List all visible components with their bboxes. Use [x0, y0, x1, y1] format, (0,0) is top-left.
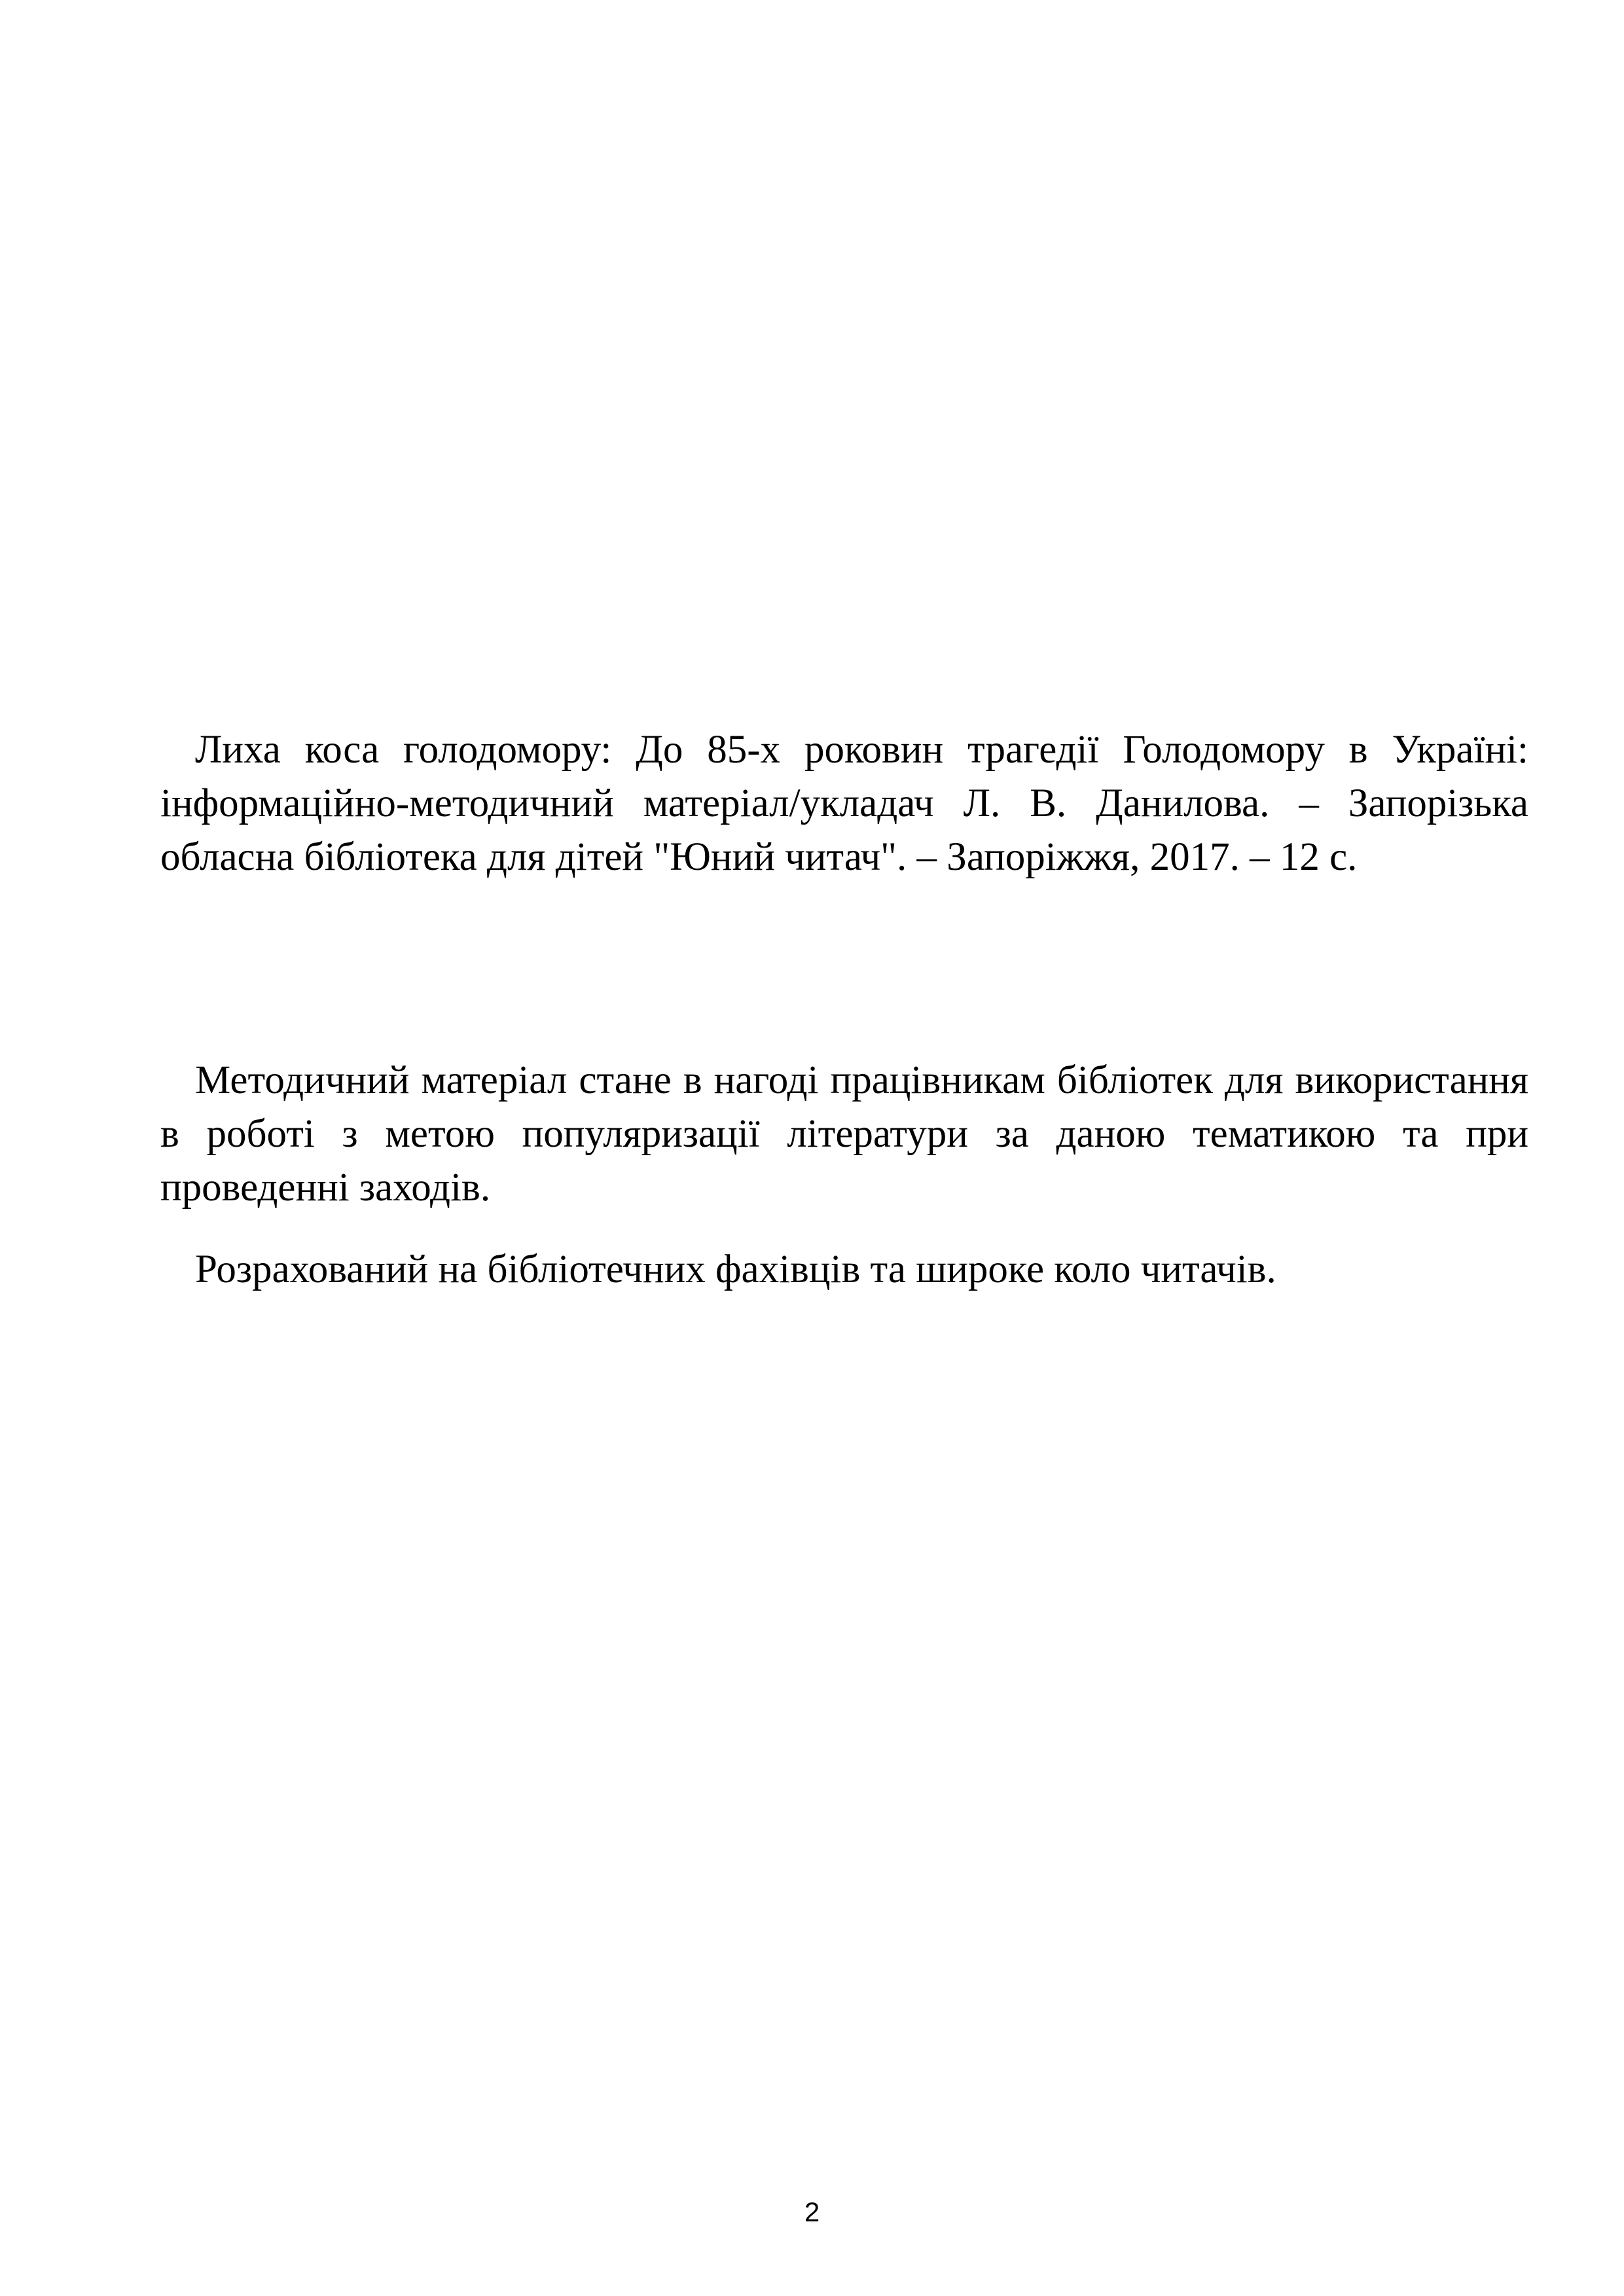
annotation-paragraph-purpose: Методичний матеріал стане в нагоді працівникам бібліотек для використання в роботі з метою популяризації літератури за даною тематикою та при проведенні заходів.	[160, 1058, 1528, 1210]
bibliographic-entry: Лиха коса голодомору: До 85-х роковин трагедії Голодомору в Україні: інформаційно-методичний матеріал/укладач Л. В. Данилова. – Запорізька обласна бібліотека для дітей "Юний читач". – Запоріжжя, 2017. – 12 с.	[160, 728, 1528, 879]
page-number: 2	[804, 2197, 820, 2227]
bibliographic-entry-block	[160, 723, 1528, 884]
annotation-paragraph-audience: Розрахований на бібліотечних фахівців та широке коло читачів.	[195, 1247, 1276, 1291]
annotation-block	[160, 1054, 1528, 1297]
